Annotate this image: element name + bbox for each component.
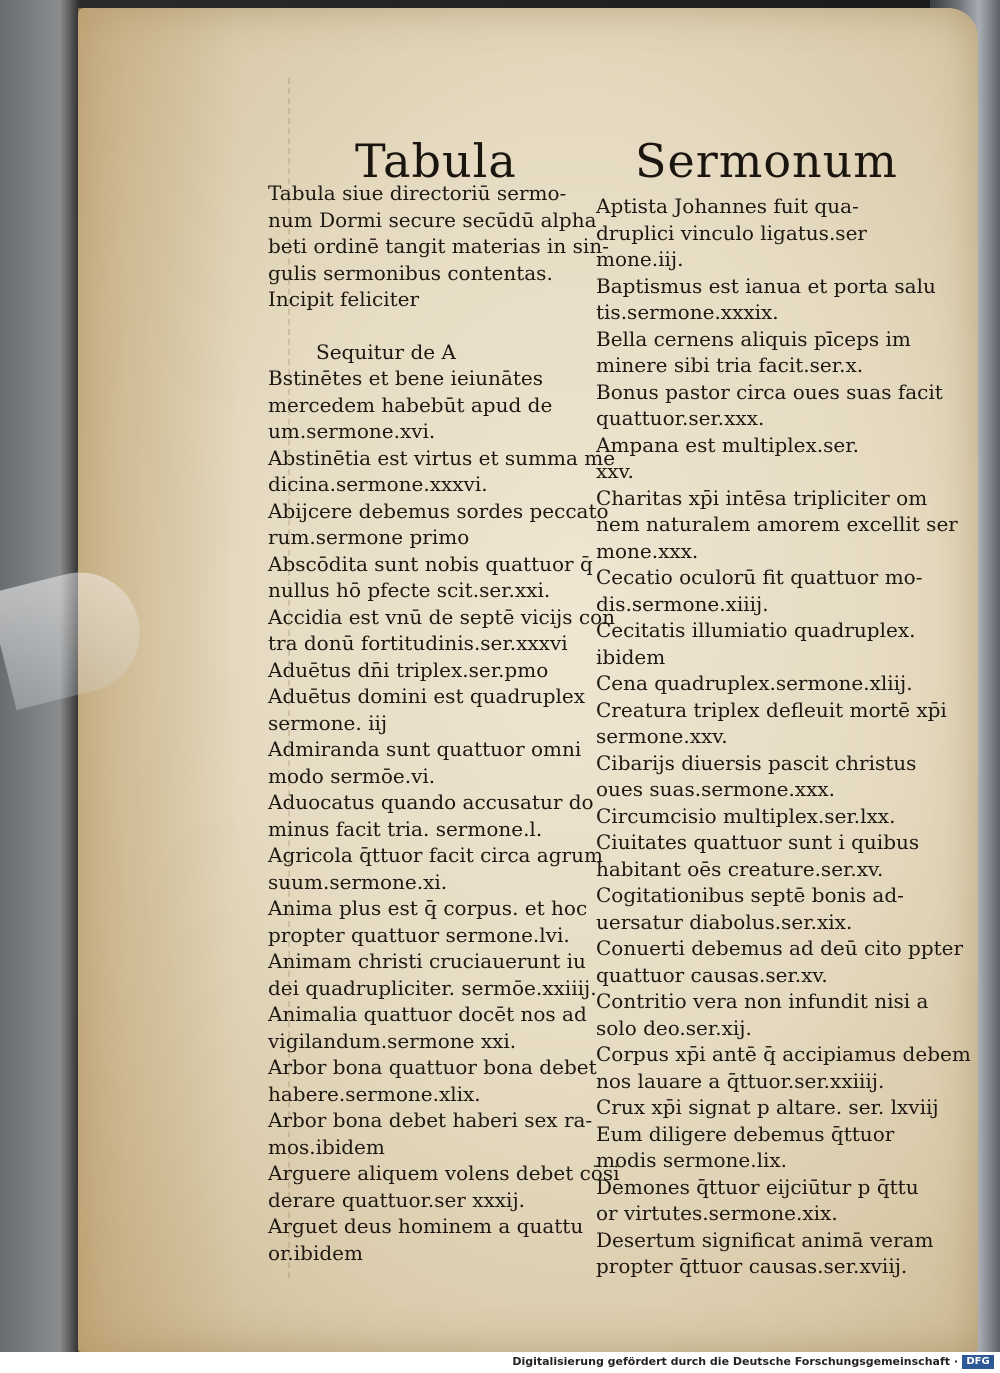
text-line: Desertum significat animā veram	[596, 1227, 934, 1252]
text-line: mone.iij.	[596, 247, 684, 271]
left-column	[268, 180, 619, 1266]
text-line: Tabula siue directoriū sermo-	[268, 181, 567, 205]
text-line: Aduocatus quando accusatur do	[268, 790, 594, 814]
text-line: mos.ibidem	[268, 1134, 385, 1159]
text-line: Eum diligere debemus q̄ttuor	[596, 1121, 895, 1146]
text-line: Corpus xp̄i antē q̄ accipiamus debem	[596, 1042, 971, 1066]
text-line: Arguet deus hominem a quattu	[268, 1214, 584, 1238]
heading-sermonum: Sermonum	[635, 134, 898, 188]
text-line: minus facit tria. sermone.l.	[268, 816, 543, 841]
text-line: num Dormi secure secūdū alpha	[268, 207, 597, 232]
text-line: nos lauare a q̄ttuor.ser.xxiiij.	[596, 1068, 885, 1093]
text-line: Crux xp̄i signat p altare. ser. lxviij	[596, 1095, 939, 1119]
text-line: nem naturalem amorem excellit ser	[596, 512, 958, 536]
text-line: mercedem habebūt apud de	[268, 392, 553, 417]
text-line: Aduētus dn̄i triplex.ser.pmo	[268, 657, 549, 682]
text-line: uersatur diabolus.ser.xix.	[596, 909, 853, 934]
text-line: habere.sermone.xlix.	[268, 1081, 481, 1106]
text-line: ibidem	[596, 644, 666, 669]
text-line: Demones q̄ttuor eijciūtur p q̄ttu	[596, 1174, 919, 1199]
text-line: Circumcisio multiplex.ser.lxx.	[596, 803, 896, 828]
text-line: gulis sermonibus contentas.	[268, 260, 553, 285]
text-line: Cogitationibus septē bonis ad-	[596, 883, 904, 907]
text-line: Bonus pastor circa oues suas facit	[596, 379, 943, 404]
text-line: derare quattuor.ser xxxij.	[268, 1187, 526, 1212]
text-line: modis sermone.lix.	[596, 1148, 787, 1172]
dfg-logo: DFG	[962, 1355, 994, 1369]
text-line: minere sibi tria facit.ser.x.	[596, 353, 864, 377]
text-line: sermone. iij	[268, 710, 388, 735]
text-line: Contritio vera non infundit nisi a	[596, 989, 929, 1013]
text-line: Agricola q̄ttuor facit circa agrum	[268, 843, 603, 867]
text-line: Admiranda sunt quattuor omni	[268, 737, 582, 761]
text-line: Anima plus est q̄ corpus. et hoc	[268, 896, 588, 920]
text-line: Cibarijs diuersis pascit christus	[596, 750, 917, 775]
text-line: Abijcere debemus sordes peccato	[268, 498, 609, 523]
text-line: Arbor bona quattuor bona debet	[268, 1055, 597, 1079]
text-line: Accidia est vnū de septē vicijs con	[268, 604, 616, 629]
text-line: habitant oēs creature.ser.xv.	[596, 856, 884, 881]
text-line: Bella cernens aliquis pīceps im	[596, 326, 911, 351]
text-line: sermone.xxv.	[596, 724, 728, 748]
text-line: solo deo.ser.xij.	[596, 1015, 752, 1040]
text-line: Incipit feliciter	[268, 287, 420, 311]
text-line: mone.xxx.	[596, 538, 699, 563]
footer-credit: Digitalisierung gefördert durch die Deutsche Forschungsgemeinschaft ·	[512, 1355, 958, 1368]
text-line: quattuor causas.ser.xv.	[596, 962, 828, 987]
line-gap	[268, 313, 619, 339]
text-line: Cecitatis illumiatio quadruplex.	[596, 618, 916, 642]
text-line: Abstinētia est virtus et summa me	[268, 445, 616, 470]
text-line: propter quattuor sermone.lvi.	[268, 922, 570, 947]
text-line: Arbor bona debet haberi sex ra-	[268, 1108, 593, 1132]
text-line: propter q̄ttuor causas.ser.xviij.	[596, 1254, 908, 1278]
text-line: Aptista Johannes fuit qua-	[596, 194, 859, 218]
text-line: dis.sermone.xiiij.	[596, 591, 769, 616]
text-line: xxv.	[596, 459, 634, 483]
text-line: Animam christi cruciauerunt iu	[268, 949, 586, 973]
text-line: Bstinētes et bene ieiunātes	[268, 366, 543, 390]
text-line: tra donū fortitudinis.ser.xxxvi	[268, 631, 568, 655]
text-line: Arguere aliquem volens debet cōsi	[268, 1161, 620, 1185]
text-line: Ciuitates quattuor sunt i quibus	[596, 830, 920, 854]
footer-bar	[0, 1352, 1000, 1373]
text-line: oues suas.sermone.xxx.	[596, 777, 836, 801]
text-line: dei quadrupliciter. sermōe.xxiiij.	[268, 975, 597, 1000]
text-line: dicina.sermone.xxxvi.	[268, 472, 488, 496]
text-line: tis.sermone.xxxix.	[596, 300, 779, 324]
text-line: Cecatio oculorū fit quattuor mo-	[596, 565, 923, 589]
text-line: um.sermone.xvi.	[268, 419, 436, 443]
text-line: rum.sermone primo	[268, 525, 470, 549]
text-line: beti ordinē tangit materias in sin-	[268, 234, 609, 258]
text-line: Aduētus domini est quadruplex	[268, 684, 586, 708]
text-line: nullus hō pfecte scit.ser.xxi.	[268, 578, 551, 602]
text-line: quattuor.ser.xxx.	[596, 406, 765, 430]
text-line: Conuerti debemus ad deū cito ppter	[596, 936, 964, 960]
text-line: Creatura triplex defleuit mortē xp̄i	[596, 697, 947, 722]
text-line: Sequitur de A	[316, 339, 456, 364]
text-line: Baptismus est ianua et porta salu	[596, 273, 936, 298]
text-line: or virtutes.sermone.xix.	[596, 1201, 838, 1225]
text-line: druplici vinculo ligatus.ser	[596, 220, 867, 245]
text-line: modo sermōe.vi.	[268, 763, 436, 788]
heading-tabula: Tabula	[355, 134, 517, 188]
text-line: vigilandum.sermone xxi.	[268, 1028, 517, 1053]
text-line: or.ibidem	[268, 1240, 363, 1265]
text-line: Cena quadruplex.sermone.xliij.	[596, 671, 913, 695]
text-line: Abscōdita sunt nobis quattuor q̄	[268, 551, 593, 576]
text-line: Ampana est multiplex.ser.	[596, 432, 859, 457]
text-line: Charitas xp̄i intēsa tripliciter om	[596, 485, 928, 510]
text-line: Animalia quattuor docēt nos ad	[268, 1002, 587, 1026]
right-column	[596, 193, 971, 1280]
text-line: suum.sermone.xi.	[268, 869, 448, 894]
